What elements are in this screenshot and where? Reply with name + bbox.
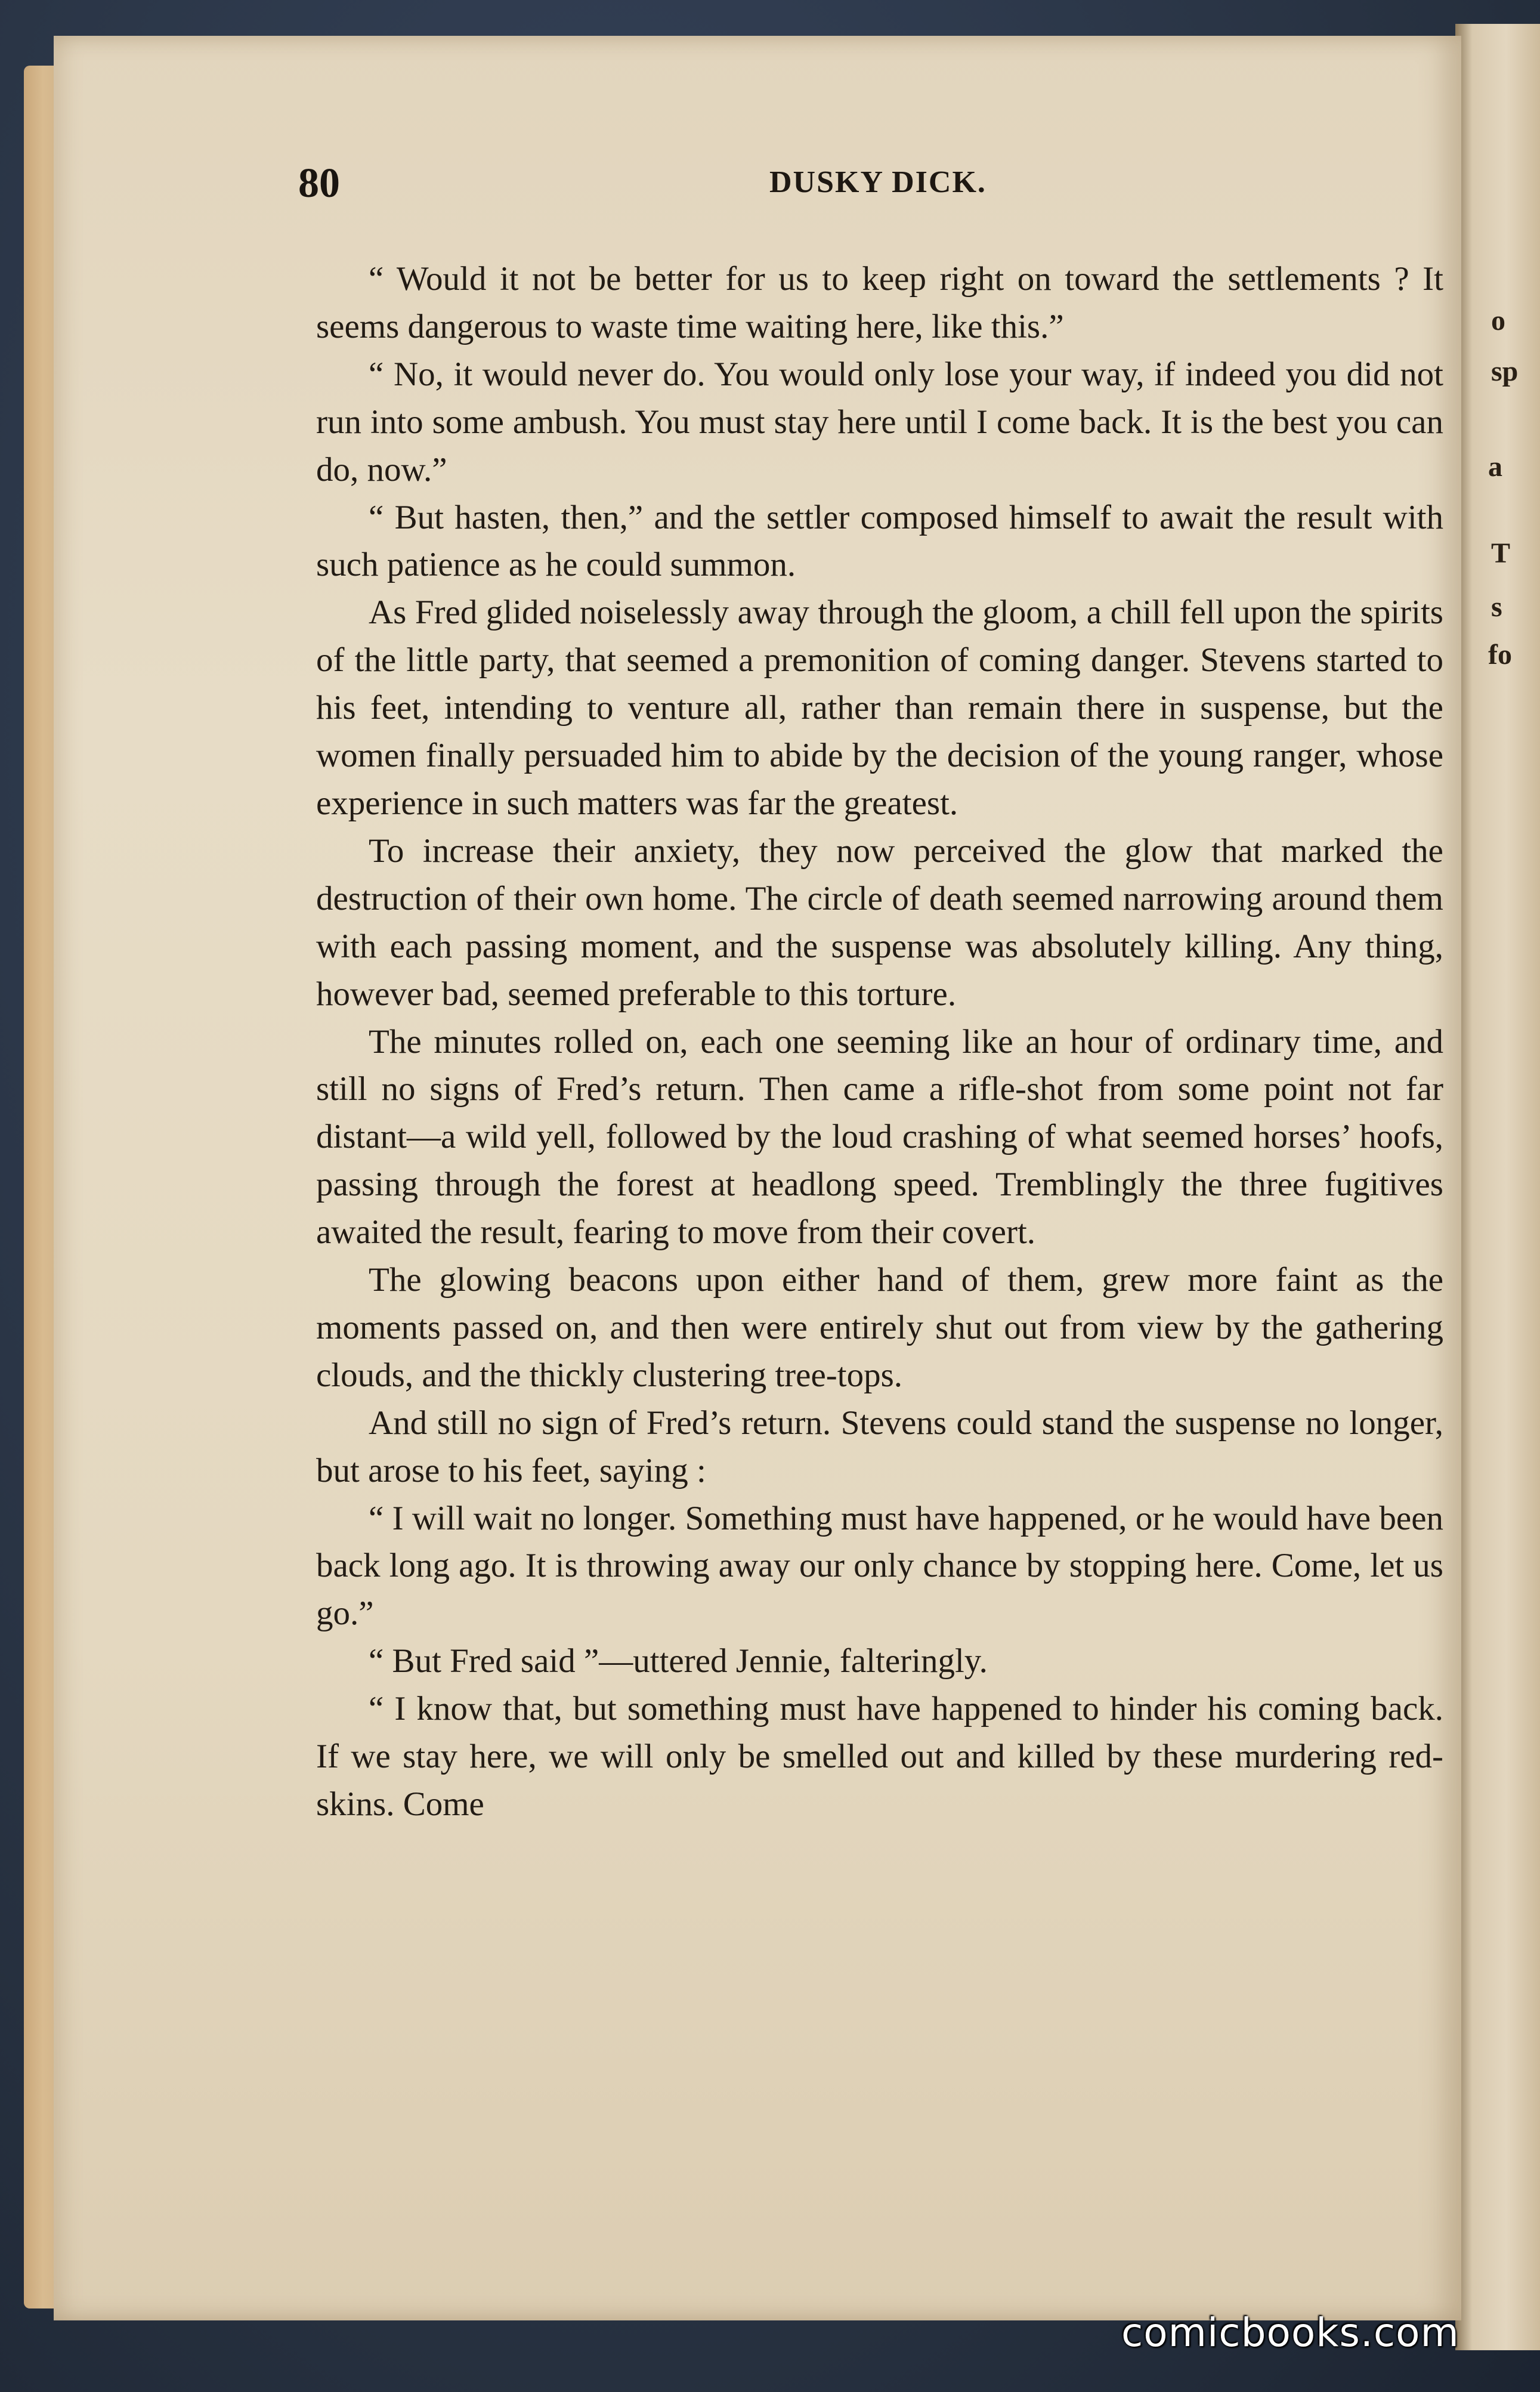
paragraph: “ But Fred said ”—uttered Jennie, falteringly. bbox=[369, 1642, 988, 1680]
paragraph: To increase their anxiety, they now perceived the glow that marked the destruction of their own home. The circle of death seemed narrowing around them with each passing moment, and the suspense was absolutely killing. Any thing, however bad, seemed preferable to this torture. bbox=[316, 832, 1443, 1013]
running-title: DUSKY DICK. bbox=[769, 165, 987, 199]
paragraph: And still no sign of Fred’s return. Stevens could stand the suspense no longer, but arose to his feet, saying : bbox=[316, 1404, 1443, 1489]
paragraph: “ I know that, but something must have happened to hinder his coming back. If we stay here, we will only be smelled out and killed by these murdering red-skins. Come bbox=[316, 1690, 1443, 1823]
body-text bbox=[316, 255, 1443, 1828]
paragraph: “ No, it would never do. You would only lose your way, if indeed you did not run into some ambush. You must stay here until I come back. It is the best you can do, now.” bbox=[316, 355, 1443, 489]
paragraph: “ But hasten, then,” and the settler composed himself to await the result with such patience as he could summon. bbox=[316, 498, 1443, 584]
watermark: comicbooks.com bbox=[1121, 2310, 1459, 2356]
facing-page-fragment: o bbox=[1491, 305, 1505, 336]
facing-page-fragment: s bbox=[1491, 591, 1502, 623]
facing-page-edge bbox=[1455, 24, 1540, 2350]
facing-page-fragment: T bbox=[1491, 537, 1511, 569]
paragraph: “ Would it not be better for us to keep right on toward the settlements ? It seems dangerous to waste time waiting here, like this.” bbox=[316, 260, 1443, 345]
paragraph: The glowing beacons upon either hand of them, grew more faint as the moments passed on, and then were entirely shut out from view by the gathering clouds, and the thickly clustering tree-tops. bbox=[316, 1261, 1443, 1394]
facing-page-fragment: fo bbox=[1488, 639, 1512, 670]
page-header bbox=[298, 160, 1431, 208]
paragraph: The minutes rolled on, each one seeming like an hour of ordinary time, and still no signs of Fred’s return. Then came a rifle-shot from some point not far distant—a wild yell, followed by the loud crashing of what seemed horses’ hoofs, passing through the forest at headlong speed. Tremblingly the three fugitives awaited the result, fearing to move from their covert. bbox=[316, 1022, 1443, 1251]
facing-page-fragment: sp bbox=[1491, 356, 1519, 387]
facing-page-fragment: a bbox=[1488, 451, 1502, 483]
paragraph: As Fred glided noiselessly away through the gloom, a chill fell upon the spirits of the little party, that seemed a premonition of coming danger. Stevens started to his feet, intending to venture all, rather than remain there in suspense, but the women finally persuaded him to abide by the decision of the young ranger, whose experience in such matters was far the greatest. bbox=[316, 594, 1443, 822]
page-number: 80 bbox=[298, 160, 340, 206]
paragraph: “ I will wait no longer. Something must have happened, or he would have been back long ago. It is throwing away our only chance by stopping here. Come, let us go.” bbox=[316, 1499, 1443, 1633]
